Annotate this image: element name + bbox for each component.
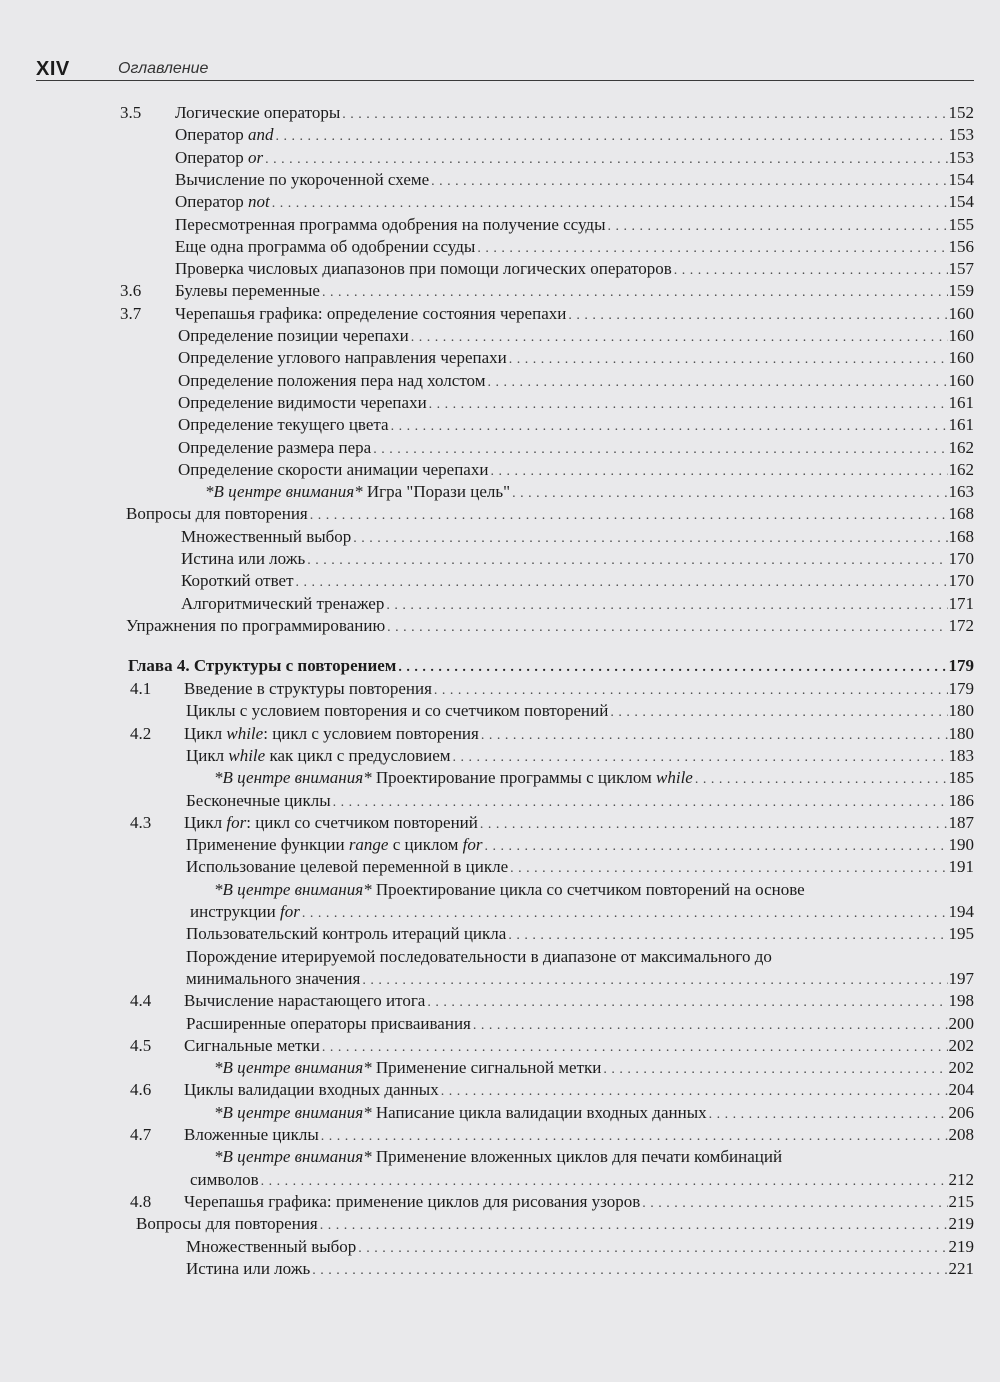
- dot-leader: [398, 657, 947, 679]
- entry-title-text: как цикл с предусловием: [265, 745, 451, 765]
- entry-title: [175, 191, 272, 213]
- entry-title: [214, 1102, 709, 1124]
- entry-title-text: Применение сигнальной метки: [375, 1058, 602, 1078]
- page-ref: 172: [948, 615, 974, 635]
- entry-title: [181, 548, 307, 570]
- page-ref: 197: [948, 968, 974, 988]
- toc-entry[interactable]: [214, 1057, 974, 1079]
- entry-title: [175, 303, 568, 325]
- toc-entry[interactable]: [178, 414, 974, 436]
- page-ref: 219: [948, 1236, 974, 1256]
- toc-entry[interactable]: [181, 526, 974, 548]
- toc-entry[interactable]: [181, 548, 974, 570]
- dot-leader: [480, 814, 948, 836]
- spotlight-label: *В центре внимания*: [214, 1058, 376, 1078]
- toc-entry[interactable]: [126, 615, 974, 637]
- entry-title-text: Введение в структуры повторения: [184, 679, 432, 698]
- entry-title: [186, 834, 485, 856]
- section-number: 3.5: [120, 103, 142, 122]
- page-ref: 180: [948, 701, 974, 721]
- entry-title-cont: символов: [190, 1169, 259, 1189]
- entry-title: [184, 678, 434, 700]
- toc-entry[interactable]: [186, 834, 974, 856]
- entry-title-text: Цикл: [186, 745, 229, 765]
- entry-title-italic: while: [228, 745, 266, 765]
- section-number: 3.6: [120, 281, 142, 301]
- section-number: 3.7: [120, 303, 142, 323]
- dot-leader: [353, 528, 947, 550]
- entry-title: [214, 1057, 603, 1079]
- dot-leader: [434, 680, 948, 702]
- toc-entry[interactable]: [175, 124, 974, 146]
- page-ref: 200: [948, 1013, 974, 1033]
- entry-title-text: с циклом: [388, 835, 463, 855]
- dot-leader: [512, 483, 947, 505]
- section-number: 4.5: [130, 1035, 152, 1055]
- page-ref: 162: [948, 437, 974, 457]
- entry-title-text: : цикл с условием повторения: [263, 723, 479, 743]
- dot-leader: [310, 505, 948, 527]
- dot-leader: [429, 394, 948, 416]
- entry-title-text: Множественный выбор: [186, 1236, 357, 1256]
- entry-title: [184, 1191, 642, 1213]
- spotlight-label: *В центре внимания*: [214, 879, 376, 899]
- dot-leader: [296, 572, 948, 594]
- section-number: 4.1: [130, 679, 152, 698]
- page-ref: 187: [948, 812, 974, 832]
- toc-entry[interactable]: [186, 1013, 974, 1035]
- toc-entry[interactable]: [178, 459, 974, 481]
- entry-title-text: Написание цикла валидации входных данных: [375, 1102, 707, 1122]
- page-ref: 163: [948, 482, 974, 502]
- dot-leader: [307, 550, 947, 572]
- toc-entry[interactable]: [178, 347, 974, 369]
- toc-entry[interactable]: [175, 258, 974, 280]
- toc-entry[interactable]: [184, 1079, 974, 1101]
- page-ref: 154: [948, 169, 974, 189]
- toc-entry[interactable]: [190, 1169, 974, 1191]
- dot-leader: [342, 104, 947, 126]
- entry-title: [178, 325, 411, 347]
- entry-title-text: Проектирование программы с циклом: [375, 768, 657, 788]
- page-ref: 179: [948, 656, 974, 675]
- page-ref: 202: [948, 1058, 974, 1078]
- entry-title: [190, 901, 302, 923]
- entry-title-text: Пересмотренная программа одобрения на получение ссуды: [175, 214, 606, 234]
- toc-entry[interactable]: [186, 856, 974, 878]
- entry-title-text: Вложенные циклы: [184, 1125, 319, 1144]
- dot-leader: [608, 216, 948, 238]
- toc-entry[interactable]: [214, 1102, 974, 1124]
- toc-entry[interactable]: [186, 790, 974, 812]
- entry-title: [186, 1258, 312, 1280]
- dot-leader: [320, 1215, 948, 1237]
- section-number: 4.4: [130, 991, 152, 1011]
- dot-leader: [362, 970, 947, 992]
- entry-title: [181, 570, 296, 592]
- page-ref: 159: [948, 281, 974, 301]
- toc-entry[interactable]: [205, 481, 974, 503]
- spotlight-label: *В центре внимания*: [214, 1147, 376, 1167]
- page-ref: 153: [948, 147, 974, 167]
- entry-title: [175, 258, 674, 280]
- chapter-heading[interactable]: [128, 655, 974, 677]
- page-ref: 153: [948, 125, 974, 145]
- entry-title: [184, 990, 427, 1012]
- entry-title-italic: not: [247, 192, 270, 212]
- entry-title-text: Применение функции: [186, 835, 349, 855]
- entry-title-text: Определение позиции черепахи: [178, 326, 409, 345]
- dot-leader: [411, 327, 948, 349]
- entry-title-cont: минимального значения: [186, 968, 361, 988]
- page-ref: 160: [948, 303, 974, 323]
- dot-leader: [695, 769, 948, 791]
- entry-title-text: Оператор: [175, 125, 248, 145]
- toc-entry[interactable]: [178, 392, 974, 414]
- entry-title: Порождение итерируемой последовательности в диапазоне от максимального до: [186, 946, 772, 966]
- toc-entry[interactable]: [184, 812, 974, 834]
- toc-entry[interactable]: [175, 214, 974, 236]
- entry-title-text: Цикл: [184, 723, 227, 743]
- toc-entry[interactable]: [175, 303, 974, 325]
- entry-title-text: Вычисление нарастающего итога: [184, 991, 426, 1011]
- toc-entry[interactable]: [186, 745, 974, 767]
- entry-title-cont: инструкции: [190, 902, 280, 921]
- toc-entry[interactable]: [126, 503, 974, 525]
- page-ref: 215: [948, 1191, 974, 1211]
- entry-title: [178, 459, 490, 481]
- dot-leader: [441, 1081, 948, 1103]
- page-ref: 221: [948, 1258, 974, 1278]
- page-ref: 183: [948, 745, 974, 765]
- toc-entry[interactable]: [175, 169, 974, 191]
- entry-title: [186, 790, 333, 812]
- entry-title: [184, 1124, 321, 1146]
- dot-leader: [322, 1037, 948, 1059]
- entry-title: [186, 968, 362, 990]
- entry-title: [190, 1169, 261, 1191]
- entry-title: [186, 1013, 473, 1035]
- entry-title: [136, 1213, 320, 1235]
- dot-leader: [510, 858, 947, 880]
- dot-leader: [603, 1059, 947, 1081]
- dot-leader: [509, 349, 948, 371]
- page-ref: 168: [948, 526, 974, 546]
- dot-leader: [610, 702, 947, 724]
- page-ref: 171: [948, 593, 974, 613]
- page-ref: 195: [948, 924, 974, 944]
- entry-title: [205, 481, 512, 503]
- dot-leader: [642, 1193, 947, 1215]
- page-ref: 179: [948, 679, 974, 698]
- entry-title: [178, 437, 373, 459]
- entry-title-italic: and: [247, 125, 274, 145]
- entry-title-text: Вопросы для повторения: [126, 504, 308, 524]
- entry-title-text: Черепашья графика: применение циклов для рисования узоров: [184, 1191, 641, 1211]
- entry-title: [181, 526, 353, 548]
- entry-title-text: Сигнальные метки: [184, 1035, 320, 1055]
- entry-title-text: Определение текущего цвета: [178, 415, 389, 435]
- dot-leader: [485, 836, 948, 858]
- entry-title-text: Истина или ложь: [186, 1258, 311, 1278]
- entry-title-italic: while: [226, 723, 264, 743]
- dot-leader: [265, 149, 947, 171]
- entry-title: [175, 169, 431, 191]
- entry-title: [126, 503, 310, 525]
- entry-title: [175, 102, 342, 124]
- page-header: [36, 58, 974, 81]
- toc-entry[interactable]: [184, 1124, 974, 1146]
- page-ref: 186: [948, 790, 974, 810]
- toc-entry[interactable]: [186, 968, 974, 990]
- entry-title: [214, 767, 695, 789]
- toc-entry[interactable]: [186, 923, 974, 945]
- page-ref: 212: [948, 1169, 974, 1189]
- entry-title-italic: while: [656, 768, 693, 788]
- page-ref: 219: [948, 1214, 974, 1234]
- page-ref: 206: [948, 1102, 974, 1122]
- section-number: 4.2: [130, 723, 152, 743]
- toc-entry[interactable]: [175, 280, 974, 302]
- dot-leader: [568, 305, 947, 327]
- entry-title: [178, 370, 487, 392]
- page-ref: 185: [948, 768, 974, 788]
- toc-entry[interactable]: [136, 1213, 974, 1235]
- entry-title: [181, 593, 386, 615]
- toc-entry[interactable]: [175, 191, 974, 213]
- section-number: 4.3: [130, 812, 152, 832]
- toc-entry[interactable]: [175, 147, 974, 169]
- toc-entry[interactable]: [214, 767, 974, 789]
- running-title: Оглавление: [118, 60, 209, 77]
- toc-entry[interactable]: [184, 1191, 974, 1213]
- dot-leader: [358, 1238, 947, 1260]
- page-ref: 204: [948, 1080, 974, 1100]
- entry-title-italic: range: [348, 835, 389, 855]
- page-ref: 191: [948, 857, 974, 877]
- dot-leader: [322, 282, 948, 304]
- entry-title-text: Игра "Порази цель": [366, 482, 511, 502]
- page-ref: 160: [948, 370, 974, 390]
- section-number: 4.6: [130, 1080, 152, 1100]
- entry-title: [178, 392, 429, 414]
- toc-entry[interactable]: [184, 678, 974, 700]
- toc-entry[interactable]: [186, 700, 974, 722]
- entry-title-text: Еще одна программа об одобрении ссуды: [175, 236, 476, 256]
- page-ref: 160: [948, 326, 974, 345]
- entry-title: Проектирование цикла со счетчиком повторений на основе: [375, 879, 805, 899]
- entry-title: [186, 700, 610, 722]
- page-ref: 156: [948, 236, 974, 256]
- entry-title-text: Циклы валидации входных данных: [184, 1080, 439, 1100]
- dot-leader: [431, 171, 947, 193]
- dot-leader: [487, 372, 947, 394]
- dot-leader: [321, 1126, 948, 1148]
- page-number: XIV: [36, 58, 70, 80]
- page-ref: 154: [948, 192, 974, 212]
- dot-leader: [427, 992, 947, 1014]
- chapter-title: Глава 4. Структуры с повторением: [128, 656, 397, 675]
- dot-leader: [473, 1015, 948, 1037]
- page-ref: 161: [948, 392, 974, 412]
- entry-title-text: Упражнения по программированию: [126, 615, 386, 635]
- section-number: 4.8: [130, 1191, 152, 1211]
- entry-title-italic: for: [226, 812, 247, 832]
- page-ref: 170: [948, 549, 974, 568]
- toc-entry[interactable]: [175, 236, 974, 258]
- dot-leader: [272, 193, 948, 215]
- entry-title: [126, 615, 387, 637]
- page-ref: 170: [948, 571, 974, 591]
- entry-title: [184, 1079, 441, 1101]
- page-ref: 194: [948, 902, 974, 921]
- entry-title-text: Определение скорости анимации черепахи: [178, 459, 489, 479]
- toc-entry[interactable]: [181, 570, 974, 592]
- toc-entry[interactable]: [186, 1236, 974, 1258]
- entry-title-text: Логические операторы: [175, 103, 341, 122]
- toc-entry[interactable]: [190, 901, 974, 923]
- toc-entry[interactable]: [178, 437, 974, 459]
- page-ref: 155: [948, 214, 974, 234]
- entry-title-italic: for: [279, 902, 300, 921]
- entry-title-text: Алгоритмический тренажер: [181, 593, 385, 613]
- dot-leader: [490, 461, 947, 483]
- dot-leader: [386, 595, 947, 617]
- entry-title-text: Черепашья графика: определение состояния черепахи: [175, 303, 567, 323]
- entry-title-text: Цикл: [184, 812, 227, 832]
- entry-title-text: Оператор: [175, 147, 248, 167]
- page-ref: 190: [948, 835, 974, 855]
- entry-title-text: Определение углового направления черепахи: [178, 348, 507, 368]
- entry-title: [186, 923, 508, 945]
- page-ref: 160: [948, 348, 974, 368]
- entry-title: [175, 236, 477, 258]
- entry-title: [175, 280, 322, 302]
- spotlight-label: *В центре внимания*: [214, 1102, 376, 1122]
- dot-leader: [373, 439, 947, 461]
- entry-title-text: Вычисление по укороченной схеме: [175, 169, 430, 189]
- entry-title-text: Множественный выбор: [181, 526, 352, 546]
- dot-leader: [674, 260, 948, 282]
- entry-title-text: Циклы с условием повторения и со счетчиком повторений: [186, 701, 609, 721]
- entry-title: [184, 812, 480, 834]
- toc-entry-title-line: [186, 946, 772, 968]
- page-ref: 198: [948, 991, 974, 1011]
- toc-entry[interactable]: [184, 723, 974, 745]
- entry-title: [175, 124, 275, 146]
- entry-title: Применение вложенных циклов для печати комбинаций: [375, 1147, 783, 1167]
- toc-entry[interactable]: [184, 990, 974, 1012]
- entry-title-text: Определение видимости черепахи: [178, 392, 427, 412]
- entry-title: [186, 1236, 358, 1258]
- entry-title-text: Оператор: [175, 192, 248, 212]
- toc-entry[interactable]: [178, 325, 974, 347]
- toc-entry-title-line: [214, 1146, 782, 1168]
- entry-title-text: Вопросы для повторения: [136, 1214, 318, 1234]
- dot-leader: [387, 617, 947, 639]
- page-ref: 152: [948, 103, 974, 122]
- page-ref: 180: [948, 723, 974, 743]
- dot-leader: [312, 1260, 947, 1282]
- dot-leader: [453, 747, 948, 769]
- entry-title: [178, 347, 509, 369]
- entry-title: [184, 723, 481, 745]
- entry-title-text: Булевы переменные: [175, 281, 320, 301]
- entry-title-text: Использование целевой переменной в цикле: [186, 857, 509, 877]
- entry-title-text: : цикл со счетчиком повторений: [246, 812, 478, 832]
- entry-title: [175, 214, 608, 236]
- toc-entry[interactable]: [175, 102, 974, 124]
- dot-leader: [477, 238, 947, 260]
- page-ref: 168: [948, 504, 974, 524]
- toc-entry[interactable]: [184, 1035, 974, 1057]
- toc-entry[interactable]: [181, 593, 974, 615]
- entry-title-text: Определение положения пера над холстом: [178, 370, 486, 390]
- toc-entry[interactable]: [186, 1258, 974, 1280]
- entry-title-italic: for: [462, 835, 483, 855]
- page-ref: 161: [948, 415, 974, 435]
- entry-title-text: Определение размера пера: [178, 437, 372, 457]
- spotlight-label: *В центре внимания*: [214, 768, 376, 788]
- entry-title-italic: or: [247, 147, 264, 167]
- entry-title: [186, 856, 510, 878]
- entry-title-text: Проверка числовых диапазонов при помощи логических операторов: [175, 259, 672, 279]
- dot-leader: [275, 126, 947, 148]
- entry-title-text: Пользовательский контроль итераций цикла: [186, 924, 507, 944]
- dot-leader: [302, 903, 948, 925]
- dot-leader: [391, 416, 948, 438]
- page-ref: 162: [948, 459, 974, 479]
- toc-entry[interactable]: [178, 370, 974, 392]
- entry-title: [186, 745, 453, 767]
- entry-title: [178, 414, 391, 436]
- entry-title-text: Бесконечные циклы: [186, 790, 331, 810]
- entry-title: [184, 1035, 322, 1057]
- dot-leader: [333, 792, 948, 814]
- spotlight-label: *В центре внимания*: [205, 482, 367, 502]
- toc-entry-title-line: [214, 879, 805, 901]
- page-ref: 202: [948, 1035, 974, 1055]
- dot-leader: [508, 925, 947, 947]
- section-number: 4.7: [130, 1125, 152, 1144]
- entry-title-text: Расширенные операторы присваивания: [186, 1013, 471, 1033]
- page-ref: 208: [948, 1125, 974, 1144]
- dot-leader: [481, 725, 948, 747]
- entry-title-text: Короткий ответ: [181, 571, 294, 591]
- entry-title: [175, 147, 265, 169]
- dot-leader: [261, 1171, 948, 1193]
- page-ref: 157: [948, 259, 974, 279]
- entry-title-text: Истина или ложь: [181, 549, 306, 568]
- dot-leader: [709, 1104, 948, 1126]
